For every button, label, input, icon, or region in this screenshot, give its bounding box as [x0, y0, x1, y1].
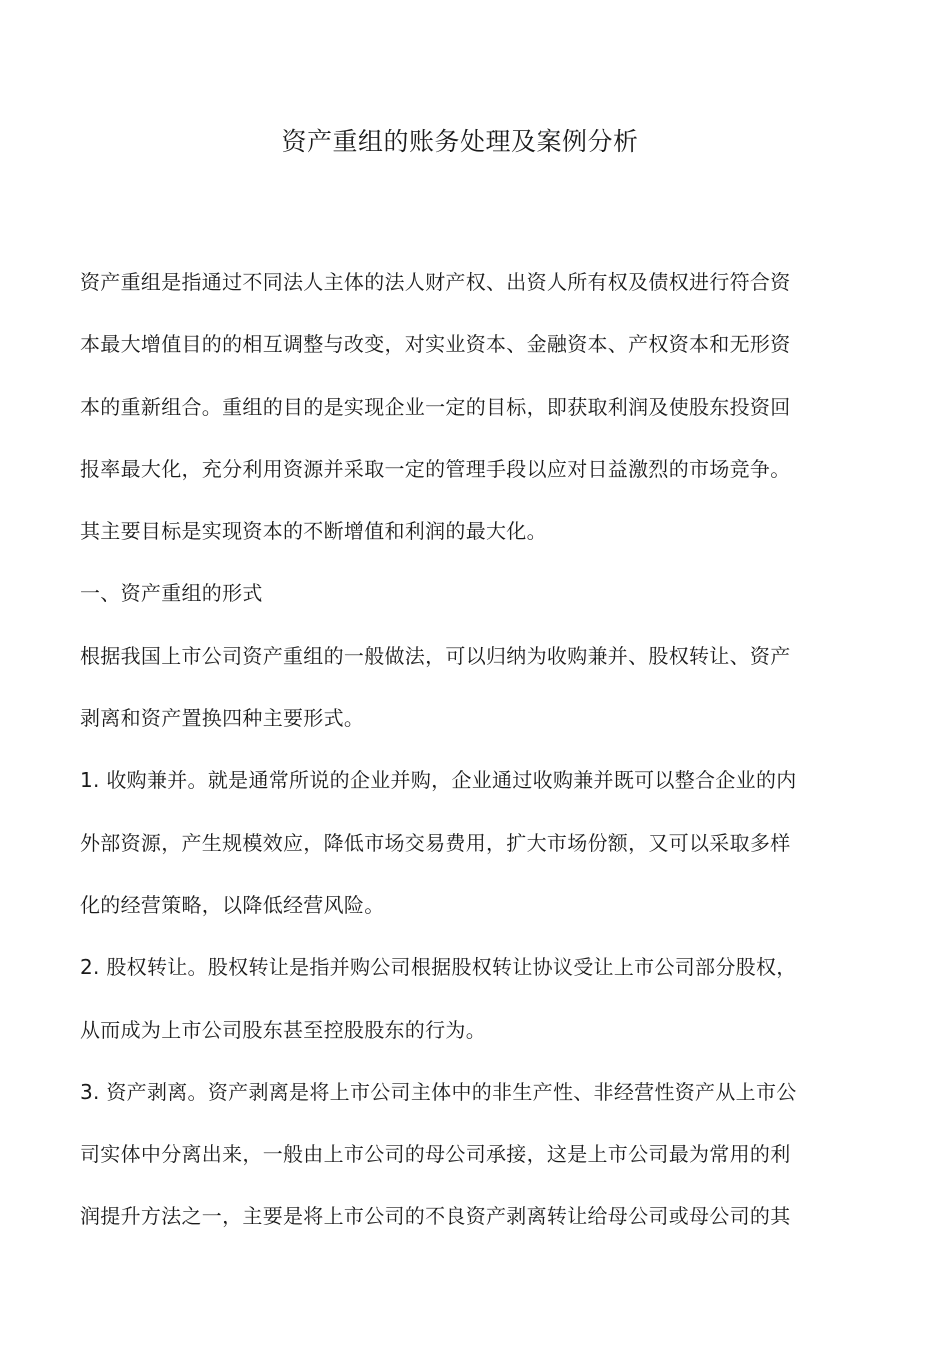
section-heading: 一、资产重组的形式	[80, 581, 263, 606]
body-line: 本最大增值目的的相互调整与改变，对实业资本、金融资本、产权资本和无形资	[80, 332, 791, 357]
list-item-line: 2. 股权转让。股权转让是指并购公司根据股权转让协议受让上市公司部分股权，	[80, 955, 797, 980]
document-title: 资产重组的账务处理及案例分析	[281, 127, 639, 156]
list-item-line: 从而成为上市公司股东甚至控股股东的行为。	[80, 1017, 486, 1042]
list-item-line: 1. 收购兼并。就是通常所说的企业并购，企业通过收购兼并既可以整合企业的内	[80, 768, 797, 793]
list-item-line: 外部资源，产生规模效应，降低市场交易费用，扩大市场份额，又可以采取多样	[80, 830, 791, 855]
document-body	[80, 264, 840, 1261]
body-line: 资产重组是指通过不同法人主体的法人财产权、出资人所有权及债权进行符合资	[80, 270, 791, 294]
body-line: 本的重新组合。重组的目的是实现企业一定的目标，即获取利润及使股东投资回	[80, 394, 791, 419]
body-line: 报率最大化，充分利用资源并采取一定的管理手段以应对日益激烈的市场竞争。	[80, 456, 791, 481]
list-item-line: 司实体中分离出来，一般由上市公司的母公司承接，这是上市公司最为常用的利	[80, 1142, 791, 1167]
list-item-line: 化的经营策略，以降低经营风险。	[80, 892, 385, 917]
body-line: 其主要目标是实现资本的不断增值和利润的最大化。	[80, 519, 547, 544]
body-line: 剥离和资产置换四种主要形式。	[80, 706, 365, 731]
list-item-line: 润提升方法之一，主要是将上市公司的不良资产剥离转让给母公司或母公司的其	[80, 1204, 791, 1229]
body-line: 根据我国上市公司资产重组的一般做法，可以归纳为收购兼并、股权转让、资产	[80, 643, 791, 668]
list-item-line: 3. 资产剥离。资产剥离是将上市公司主体中的非生产性、非经营性资产从上市公	[80, 1079, 797, 1104]
